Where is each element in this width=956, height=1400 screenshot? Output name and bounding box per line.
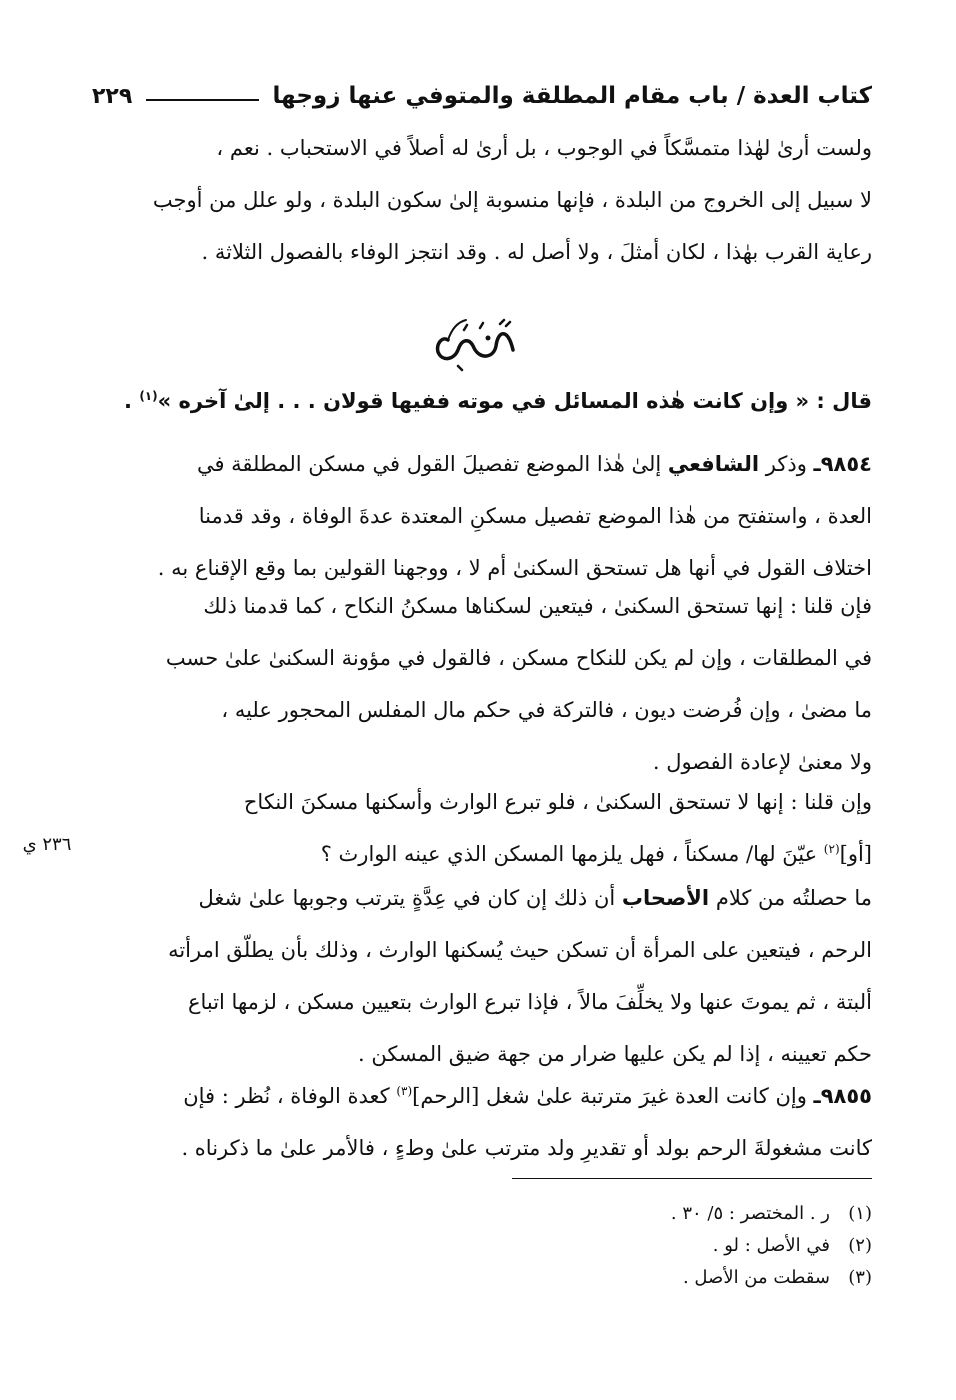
- text-span: إلىٰ هٰذا الموضع تفصيلَ القول في مسكن المطلقة في: [196, 452, 668, 476]
- text-line: ألبتة ، ثم يموتَ عنها ولا يخلِّفَ مالاً ، فإذا تبرع الوارث بتعيين مسكن ، لزمها اتباع: [187, 990, 872, 1014]
- footnote-number: (٣): [848, 1267, 872, 1288]
- footnote-item: [92, 1230, 872, 1262]
- quote-end: .: [124, 389, 140, 413]
- text-span: كعدة الوفاة ، نُظر : فإن: [183, 1084, 397, 1108]
- bold-term: الأصحاب: [621, 886, 710, 910]
- text-span: عيّنَ لها/ مسكناً ، فهل يلزمها المسكن الذي عينه الوارث ؟: [320, 842, 824, 866]
- footnote-ref: (٢): [823, 842, 840, 856]
- text-line: ولست أرىٰ لهٰذا متمسَّكاً في الوجوب ، بل أرىٰ له أصلاً في الاستحباب . نعم ،: [216, 136, 872, 160]
- text-line: [92, 438, 872, 490]
- text-line: [92, 872, 872, 924]
- footnote-separator: [512, 1178, 872, 1179]
- page-number: ٢٢٩: [92, 83, 133, 109]
- footnote-item: [92, 1262, 872, 1294]
- paragraph-fa-in-qulna: [92, 580, 872, 788]
- paragraph-wa-in-qulna: [92, 776, 872, 880]
- header-rule: [146, 99, 258, 101]
- footnote-text: سقطت من الأصل .: [682, 1267, 830, 1288]
- text-line: الرحم ، فيتعين على المرأة أن تسكن حيث يُسكنها الوارث ، وذلك بأن يطلّق امرأته: [168, 938, 872, 962]
- text-span: ما حصلتُه من كلام: [709, 886, 872, 910]
- fasl-calligraphy-icon: [418, 308, 538, 378]
- fasl-heading-ornament: [418, 308, 538, 378]
- text-line: العدة ، واستفتح من هٰذا الموضع تفصيل مسكنِ المعتدة عدةَ الوفاة ، وقد قدمنا: [198, 504, 872, 528]
- paragraph-9854: [92, 438, 872, 594]
- paragraph-ma-hassaltuh: [92, 872, 872, 1080]
- text-line: كانت مشغولةَ الرحم بولد أو تقديرِ ولد مترتب علىٰ وطءٍ ، فالأمر علىٰ ما ذكرناه .: [181, 1136, 872, 1160]
- running-header: [92, 72, 872, 120]
- paragraph-9855: [92, 1070, 872, 1174]
- text-line: حكم تعيينه ، إذا لم يكن عليها ضرار من جهة ضيق المسكن .: [358, 1042, 872, 1066]
- intro-paragraph: [92, 122, 872, 278]
- text-span: وذكر: [759, 452, 814, 476]
- section-quote: [92, 374, 872, 423]
- margin-manuscript-ref: ٢٣٦ ي: [22, 834, 72, 855]
- text-line: لا سبيل إلى الخروج من البلدة ، فإنها منسوبة إلىٰ سكون البلدة ، ولو علل من أوجب: [152, 188, 872, 212]
- footnotes: [92, 1198, 872, 1294]
- footnote-ref: (١): [139, 389, 158, 403]
- text-line: فإن قلنا : إنها تستحق السكنىٰ ، فيتعين لسكناها مسكنُ النكاح ، كما قدمنا ذلك: [203, 594, 872, 618]
- text-line: ما مضىٰ ، وإن فُرضت ديون ، فالتركة في حكم مال المفلس المحجور عليه ،: [221, 698, 872, 722]
- header-title: كتاب العدة / باب مقام المطلقة والمتوفي عنها زوجها: [272, 83, 872, 109]
- text-line: رعاية القرب بهٰذا ، لكان أمثلَ ، ولا أصل له . وقد انتجز الوفاء بالفصول الثلاثة .: [201, 240, 872, 264]
- scholar-name: الشافعي: [667, 452, 760, 476]
- footnote-number: (١): [848, 1203, 872, 1224]
- footnote-item: [92, 1198, 872, 1230]
- text-line: ولا معنىٰ لإعادة الفصول .: [652, 750, 872, 774]
- paragraph-number: ٩٨٥٥ـ: [813, 1084, 872, 1108]
- text-line: [92, 1070, 872, 1122]
- footnote-text: ر . المختصر : ٥/ ٣٠ .: [670, 1203, 830, 1224]
- quote-text: قال : « وإن كانت هٰذه المسائل في موته ففيها قولان . . . إلىٰ آخره »: [157, 389, 872, 413]
- footnote-number: (٢): [848, 1235, 872, 1256]
- text-line: وإن قلنا : إنها لا تستحق السكنىٰ ، فلو تبرع الوارث وأسكنها مسكنَ النكاح: [243, 790, 872, 814]
- paragraph-number: ٩٨٥٤ـ: [813, 452, 872, 476]
- footnote-ref: (٣): [396, 1084, 413, 1098]
- text-span: أن ذلك إن كان في عِدَّةٍ يترتب وجوبها علىٰ شغل: [198, 886, 622, 910]
- text-line: اختلاف القول في أنها هل تستحق السكنىٰ أم لا ، ووجهنا القولين بما وقع الإقناع به .: [157, 556, 872, 580]
- text-line: في المطلقات ، وإن لم يكن للنكاح مسكن ، فالقول في مؤونة السكنىٰ علىٰ حسب: [165, 646, 872, 670]
- footnote-text: في الأصل : لو .: [712, 1235, 830, 1256]
- text-span: [أو]: [839, 842, 872, 866]
- text-span: وإن كانت العدة غيرَ مترتبة علىٰ شغل [الرحم]: [412, 1084, 814, 1108]
